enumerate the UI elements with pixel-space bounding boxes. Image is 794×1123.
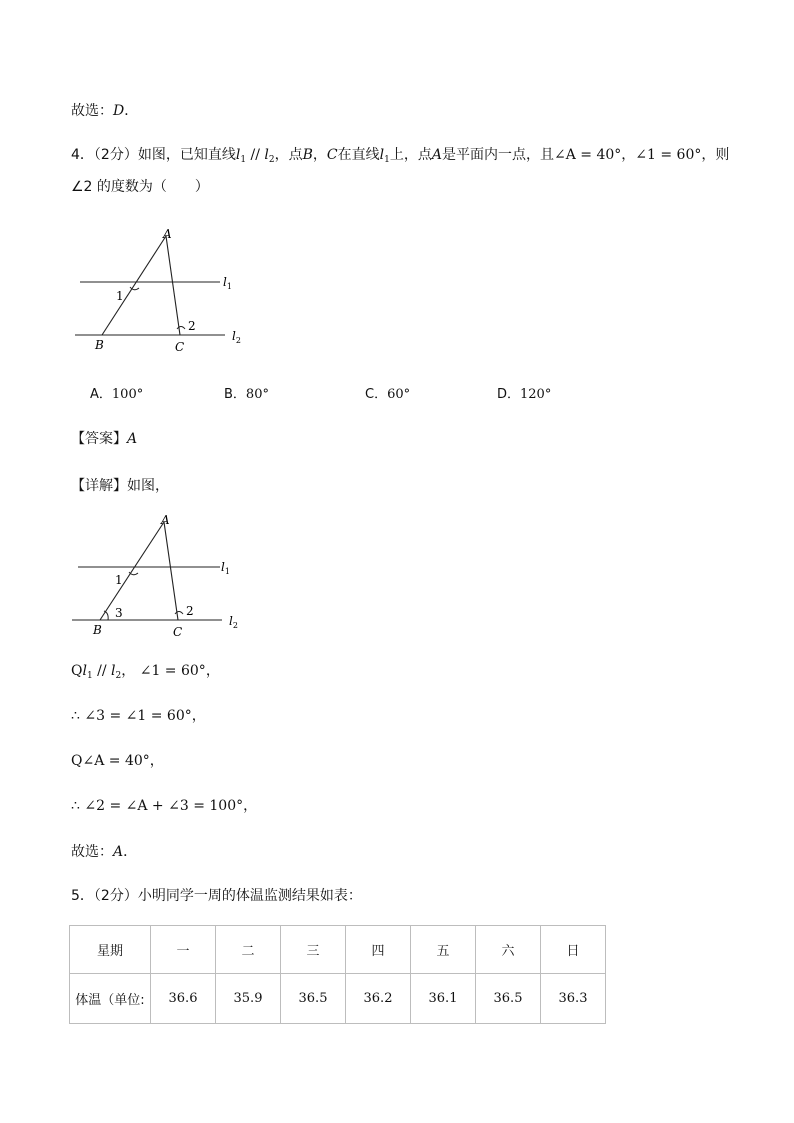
answer-line — [71, 432, 137, 446]
fig2-l2-sub: 2 — [232, 621, 238, 630]
table-cell: 五 — [411, 926, 476, 974]
fig1-label-angle-1: 1 — [116, 289, 124, 303]
prev-answer-label: 故选： — [71, 103, 113, 119]
question-4-number: 4．（2分） — [71, 147, 138, 163]
step3-end: ， — [149, 753, 164, 769]
fig1-label-angle-2: 2 — [188, 319, 196, 333]
table-cell: 日 — [541, 926, 606, 974]
q4-text: ，点 — [274, 147, 303, 163]
fig2-l2-letter: l — [229, 614, 233, 628]
fig1-segment-ab — [102, 236, 166, 335]
option-a-letter: A． — [90, 387, 112, 402]
fig2-label-angle-3: 3 — [115, 606, 123, 620]
fig1-l2-letter: l — [232, 329, 236, 343]
step5-answer: A — [113, 844, 124, 860]
option-b — [224, 388, 269, 401]
table-cell: 36.5 — [476, 974, 541, 1024]
option-c-letter: C． — [365, 387, 388, 402]
figure-2 — [60, 508, 260, 648]
temperature-table — [69, 925, 606, 1024]
fig2-label-angle-1: 1 — [115, 573, 123, 587]
line-l1-sub: 1 — [240, 155, 247, 165]
table-cell: 四 — [346, 926, 411, 974]
condition-angle-1: ∠1 = 60° — [635, 147, 702, 163]
step1-end: ， — [205, 663, 220, 679]
table-cell: 36.3 — [541, 974, 606, 1024]
detail-label: 【详解】 — [71, 478, 127, 494]
option-a — [90, 388, 143, 401]
step4-end: ， — [243, 798, 258, 814]
table-cell: 六 — [476, 926, 541, 974]
step-4 — [71, 799, 257, 813]
fig1-label-b: B — [95, 338, 104, 352]
fig1-l1-sub: 1 — [226, 282, 232, 291]
line-l2-sub: 2 — [268, 155, 275, 165]
option-b-letter: B． — [224, 387, 246, 402]
fig1-l1-letter: l — [223, 275, 227, 289]
q4-text: 在直线 — [337, 147, 380, 163]
fig1-label-l2 — [232, 329, 241, 345]
step-1 — [71, 664, 220, 681]
step1-l1-sub: 1 — [86, 671, 93, 681]
q4-text: ， — [312, 147, 327, 163]
point-c: C — [326, 147, 338, 163]
step1-equation: ∠1 = 60° — [139, 663, 206, 679]
step5-period: ． — [123, 844, 138, 860]
fig2-label-l2 — [229, 614, 238, 630]
prev-answer-period: ． — [124, 103, 139, 119]
step1-l2-sub: 2 — [115, 671, 122, 681]
step5-label: 故选： — [71, 844, 113, 860]
fig1-label-a: A — [163, 227, 172, 241]
table-cell: 体温（单位: — [70, 974, 151, 1024]
therefore-symbol: ∴ — [71, 708, 80, 724]
option-a-value: 100° — [111, 387, 144, 402]
table-cell: 一 — [151, 926, 216, 974]
fig2-segment-ac — [164, 522, 178, 620]
prev-answer-value: D — [113, 103, 125, 119]
table-cell: 36.1 — [411, 974, 476, 1024]
option-c-value: 60° — [387, 387, 411, 402]
option-c — [365, 388, 410, 401]
table-cell: 36.6 — [151, 974, 216, 1024]
step-2 — [71, 709, 206, 723]
table-cell: 三 — [281, 926, 346, 974]
table-header-row — [70, 926, 606, 974]
table-cell: 二 — [216, 926, 281, 974]
q4-text: ，则 — [701, 147, 730, 163]
fig1-l2-sub: 2 — [235, 336, 241, 345]
therefore-symbol: ∴ — [71, 798, 80, 814]
q4-text: 如图，已知直线 — [137, 147, 236, 163]
point-b: B — [302, 147, 313, 163]
detail-text: 如图， — [127, 478, 169, 494]
table-cell: 35.9 — [216, 974, 281, 1024]
fig1-segment-ac — [166, 236, 180, 335]
step1-parallel: // — [92, 663, 112, 679]
table-cell: 36.5 — [281, 974, 346, 1024]
step2-equation: ∠3 = ∠1 = 60° — [84, 708, 192, 724]
option-d-value: 120° — [520, 387, 552, 402]
step4-equation: ∠2 = ∠A + ∠3 = 100° — [84, 798, 244, 814]
fig2-label-b: B — [93, 623, 102, 637]
step2-end: ， — [191, 708, 206, 724]
fig1-label-c: C — [175, 340, 185, 354]
step1-l1: l — [82, 663, 87, 679]
figure-2-svg — [60, 508, 260, 648]
table-cell: 星期 — [70, 926, 151, 974]
question-4-line2: ∠2 的度数为（ ） — [71, 179, 209, 195]
table-row — [70, 974, 606, 1024]
detail-line — [71, 479, 169, 493]
fig2-label-angle-2: 2 — [186, 604, 194, 618]
fig1-label-l1 — [223, 275, 232, 291]
condition-angle-a: ∠A = 40° — [553, 147, 622, 163]
option-b-value: 80° — [245, 387, 269, 402]
fig2-angle-2-arc — [175, 612, 183, 615]
figure-1-svg — [60, 222, 260, 362]
point-a: A — [431, 147, 442, 163]
because-symbol: Q — [71, 753, 83, 769]
fig2-l1-sub: 1 — [224, 567, 230, 576]
prev-answer-line — [71, 104, 138, 118]
question-5-text: 5．（2分）小明同学一周的体温监测结果如表： — [71, 888, 362, 904]
fig2-label-a: A — [161, 513, 170, 527]
step-5 — [71, 845, 137, 859]
q4-text: 上，点 — [389, 147, 432, 163]
q4-text: 是平面内一点，且 — [441, 147, 554, 163]
fig2-segment-ab — [100, 522, 164, 620]
fig2-label-c: C — [173, 625, 183, 639]
answer-label: 【答案】 — [71, 431, 127, 447]
fig2-label-l1 — [221, 560, 230, 576]
line-l1: l — [379, 147, 385, 163]
line-l1: l — [235, 147, 241, 163]
question-4-line1 — [71, 148, 729, 165]
step1-comma: ， — [121, 663, 140, 679]
fig2-l1-letter: l — [221, 560, 225, 574]
option-d-letter: D． — [497, 387, 521, 402]
line-l1-sub: 1 — [384, 155, 390, 165]
fig1-angle-2-arc — [177, 327, 185, 330]
line-l2: l — [264, 147, 269, 163]
parallel-sign: // — [246, 147, 265, 163]
table-cell: 36.2 — [346, 974, 411, 1024]
figure-1 — [60, 222, 260, 362]
q4-text: ， — [621, 147, 636, 163]
option-d — [497, 388, 551, 401]
step1-l2: l — [111, 663, 116, 679]
because-symbol: Q — [71, 663, 83, 679]
step3-equation: ∠A = 40° — [82, 753, 150, 769]
step-3 — [71, 754, 164, 768]
answer-value: A — [127, 431, 138, 447]
